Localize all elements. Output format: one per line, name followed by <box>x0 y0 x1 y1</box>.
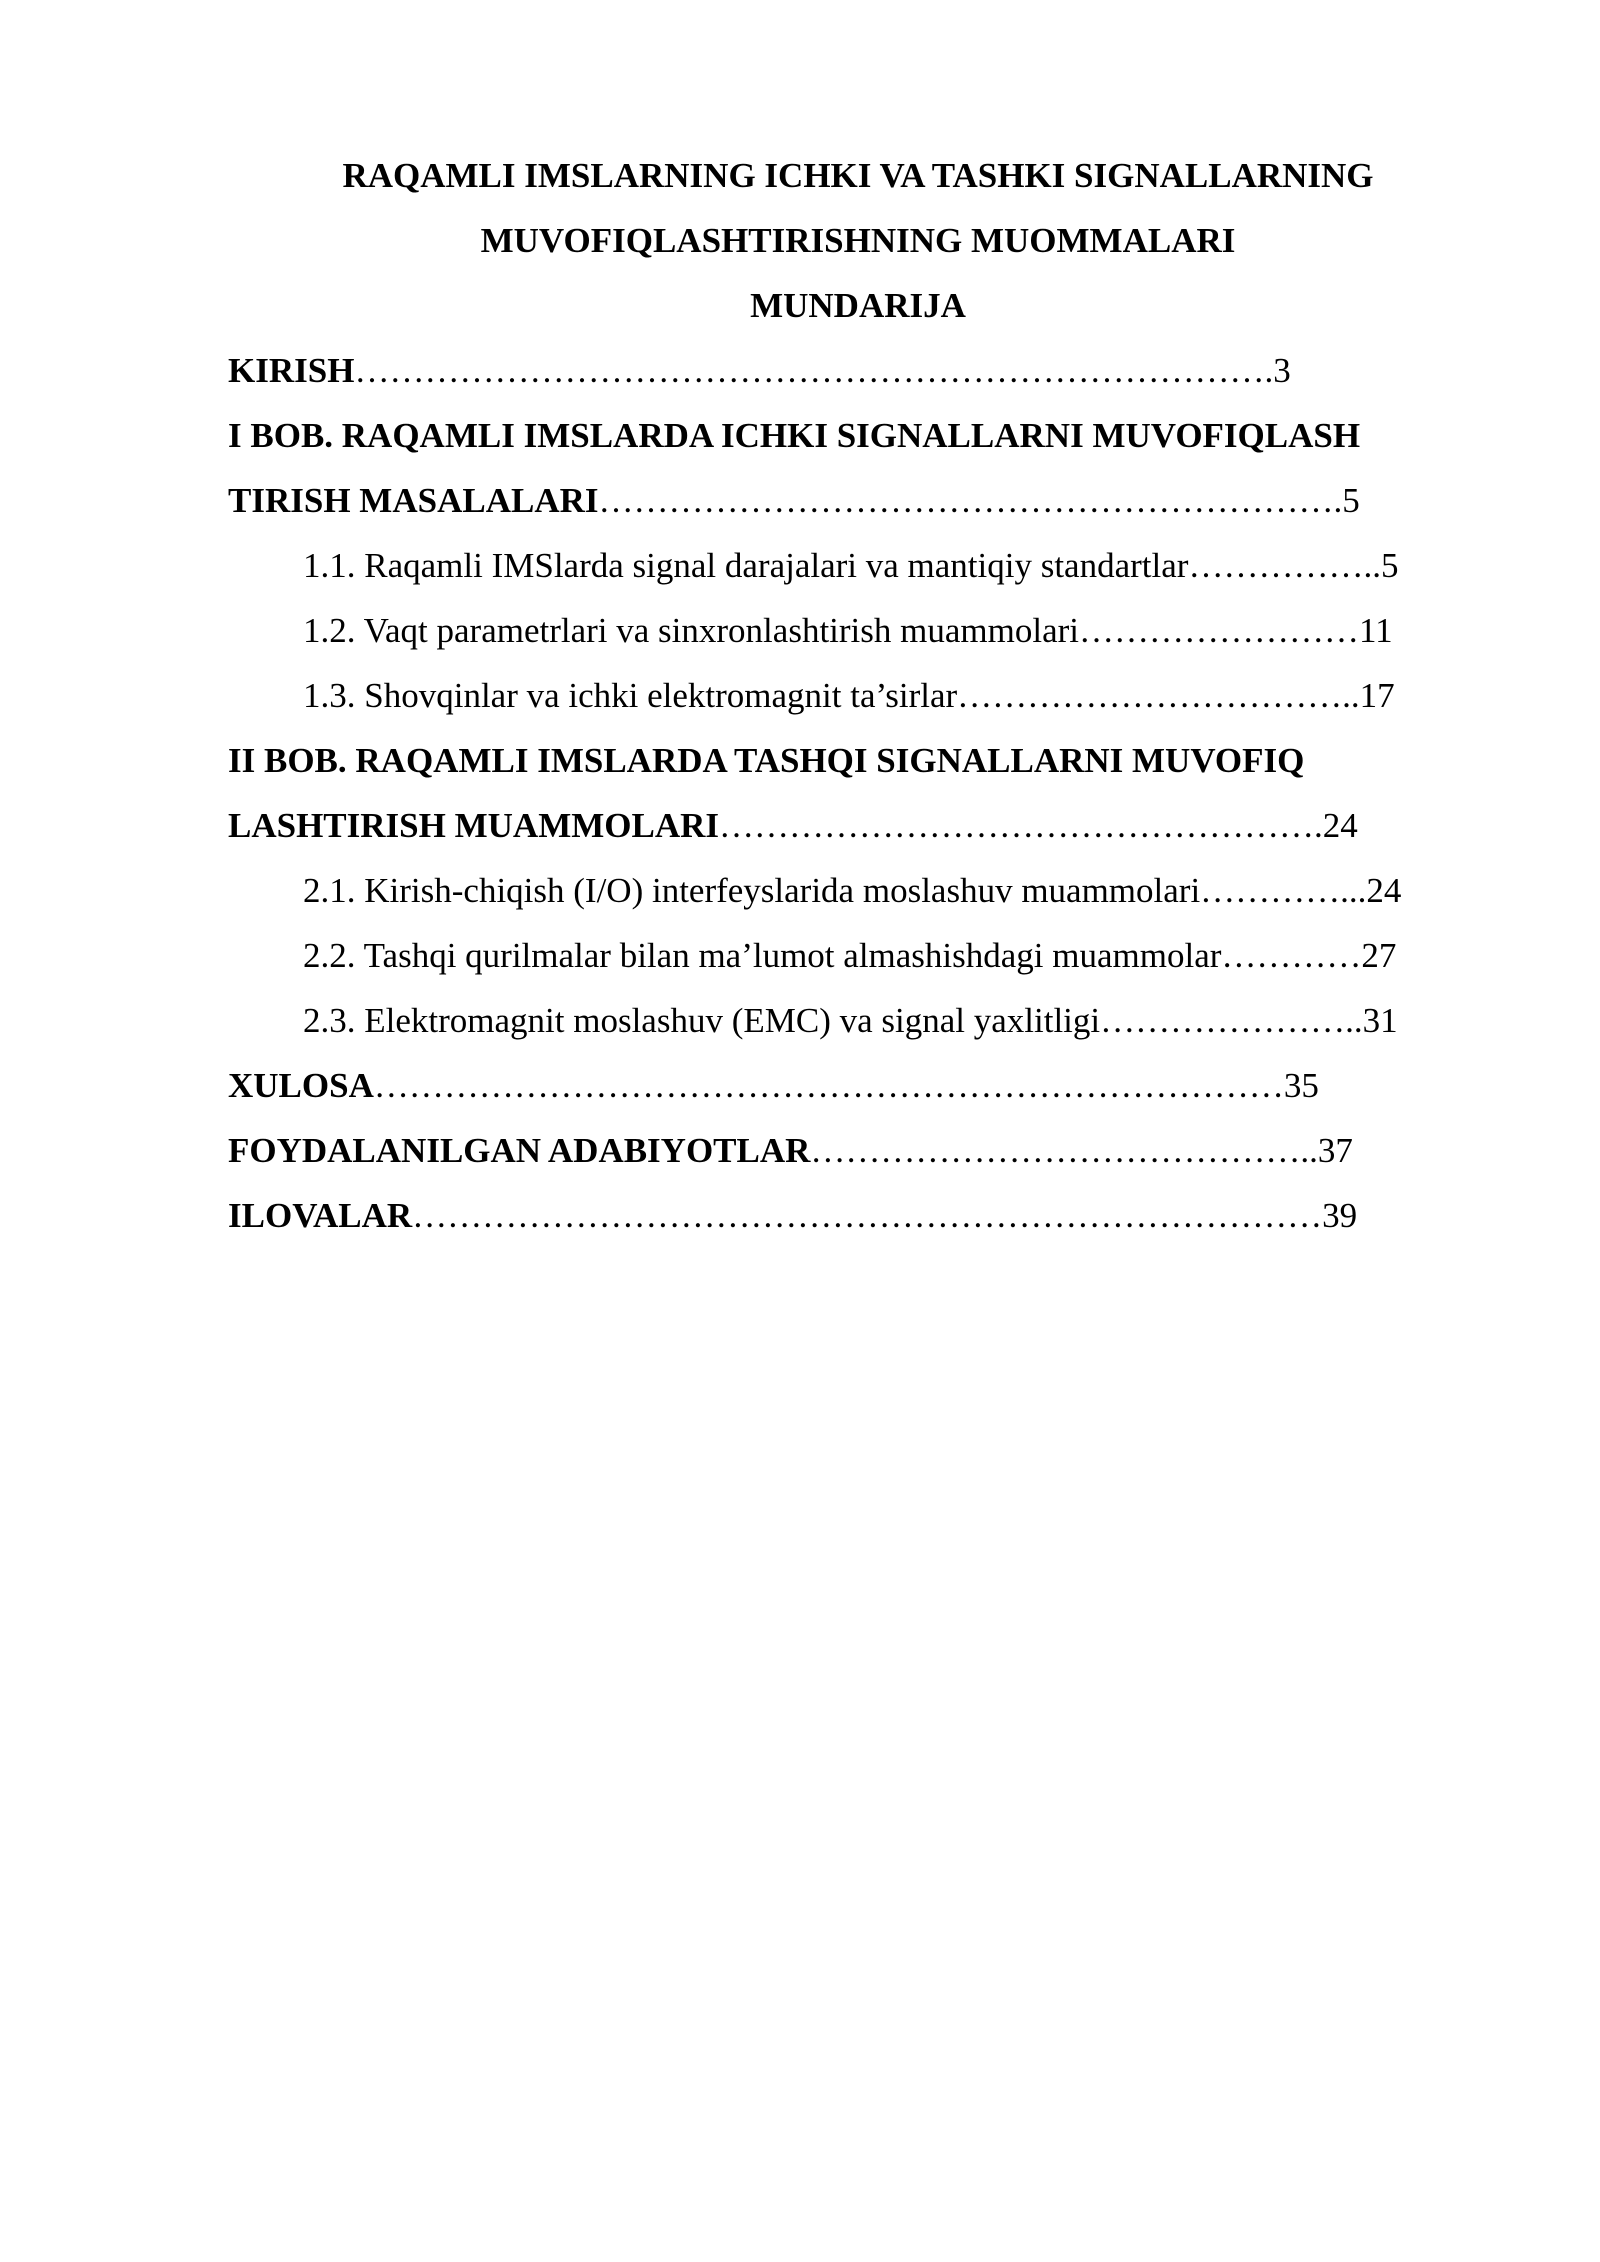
toc-leader-dots: ………………………………………………………. <box>598 481 1343 520</box>
toc-leader-dots: ………………….. <box>1100 1001 1363 1040</box>
toc-leader-dots: ……………………………………………. <box>719 806 1323 845</box>
toc-entry-label: FOYDALANILGAN ADABIYOTLAR <box>228 1131 811 1170</box>
toc-page-number: 27 <box>1361 936 1397 975</box>
toc-entry-2-1[interactable] <box>303 871 1401 911</box>
toc-leader-dots: …………………………….. <box>957 676 1360 715</box>
toc-page-number: 39 <box>1322 1196 1358 1235</box>
toc-page-number: 5 <box>1342 481 1360 520</box>
toc-entry-adabiyotlar[interactable] <box>228 1131 1353 1171</box>
document-title-line2: MUVOFIQLASHTIRISHNING MUOMMALARI <box>480 221 1236 260</box>
toc-chapter1-line2[interactable] <box>228 481 1360 521</box>
toc-page-number: 5 <box>1380 546 1399 585</box>
toc-chapter2-line1[interactable]: II BOB. RAQAMLI IMSLARDA TASHQI SIGNALLARNI MUVOFIQ <box>228 741 1305 780</box>
toc-page-number: 37 <box>1317 1131 1353 1170</box>
toc-leader-dots: ……………………………………………………………………. <box>354 351 1274 390</box>
toc-leader-dots: ………… <box>1221 936 1362 975</box>
toc-chapter1-line1[interactable]: I BOB. RAQAMLI IMSLARDA ICHKI SIGNALLARNI MUVOFIQLASH <box>228 416 1361 455</box>
toc-page-number: 31 <box>1362 1001 1398 1040</box>
toc-heading: MUNDARIJA <box>750 286 966 325</box>
toc-entry-1-3[interactable] <box>303 676 1395 716</box>
toc-page-number: 17 <box>1359 676 1395 715</box>
toc-page-number: 24 <box>1322 806 1358 845</box>
toc-entry-label: LASHTIRISH MUAMMOLARI <box>228 806 720 845</box>
toc-page-number: 11 <box>1358 611 1393 650</box>
toc-chapter2-line2[interactable] <box>228 806 1358 846</box>
toc-entry-kirish[interactable] <box>228 351 1291 391</box>
toc-entry-label: 1.2. Vaqt parametrlari va sinxronlashtirish muammolari <box>303 611 1079 650</box>
toc-leader-dots: …………... <box>1200 871 1367 910</box>
toc-entry-label: 2.2. Tashqi qurilmalar bilan ma’lumot almashishdagi muammolar <box>303 936 1222 975</box>
toc-entry-label: XULOSA <box>228 1066 374 1105</box>
toc-leader-dots: …………….. <box>1188 546 1381 585</box>
toc-page-number: 3 <box>1273 351 1291 390</box>
toc-entry-2-3[interactable] <box>303 1001 1398 1041</box>
toc-entry-1-1[interactable] <box>303 546 1398 586</box>
toc-entry-label: 1.1. Raqamli IMSlarda signal darajalari va mantiqiy standartlar <box>303 546 1189 585</box>
toc-entry-2-2[interactable] <box>303 936 1396 976</box>
toc-page-number: 35 <box>1283 1066 1319 1105</box>
toc-entry-1-2[interactable] <box>303 611 1393 651</box>
toc-entry-label: 1.3. Shovqinlar va ichki elektromagnit ta’sirlar <box>303 676 958 715</box>
toc-entry-label: TIRISH MASALALARI <box>228 481 599 520</box>
toc-entry-ilovalar[interactable] <box>228 1196 1357 1236</box>
toc-leader-dots: …………………………………………………………………… <box>412 1196 1323 1235</box>
toc-leader-dots: …………………………………….. <box>810 1131 1318 1170</box>
toc-entry-label: 2.3. Elektromagnit moslashuv (EMC) va signal yaxlitligi <box>303 1001 1101 1040</box>
toc-entry-label: 2.1. Kirish-chiqish (I/O) interfeyslarida moslashuv muammolari <box>303 871 1201 910</box>
document-title-line1: RAQAMLI IMSLARNING ICHKI VA TASHKI SIGNALLARNING <box>342 156 1374 195</box>
toc-page-number: 24 <box>1366 871 1402 910</box>
toc-leader-dots: …………………… <box>1078 611 1359 650</box>
toc-entry-xulosa[interactable] <box>228 1066 1319 1106</box>
toc-leader-dots: …………………………………………………………………… <box>373 1066 1284 1105</box>
toc-entry-label: KIRISH <box>228 351 355 390</box>
toc-entry-label: ILOVALAR <box>228 1196 413 1235</box>
